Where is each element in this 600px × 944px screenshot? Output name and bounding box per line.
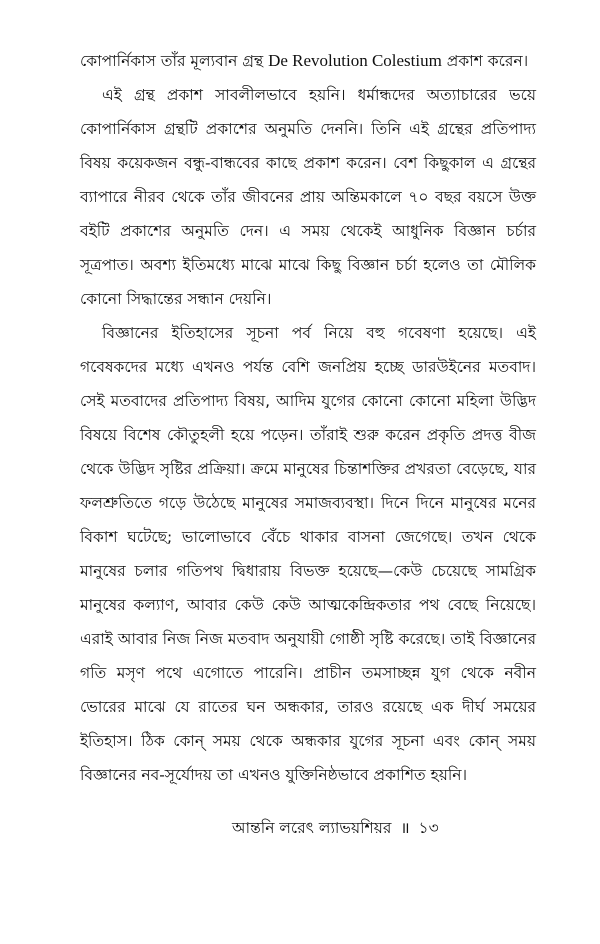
paragraph-2: এই গ্রন্থ প্রকাশ সাবলীলভাবে হয়নি। ধর্মান্ধদের অত্যাচারের ভয়ে কোপার্নিকাস গ্রন্থটি প্রকাশের অনুমতি দেননি। তিনি এই গ্রন্থের প্রতিপাদ্য বিষয় কয়েকজন বন্ধু-বান্ধবের কাছে প্রকাশ করেন। বেশ কিছুকাল এ গ্রন্থের ব্যাপারে নীরব থেকে তাঁর জীবনের প্রায় অন্তিমকালে ৭০ বছর বয়সে উক্ত বইটি প্রকাশের অনুমতি দেন। এ সময় থেকেই আধুনিক বিজ্ঞান চর্চার সূত্রপাত। অবশ্য ইতিমধ্যে মাঝে মাঝে কিছু বিজ্ঞান চর্চা হলেও তা মৌলিক কোনো সিদ্ধান্তের সন্ধান দেয়নি। (80, 86, 536, 308)
page-number: ১৩ (418, 819, 439, 837)
body-text (80, 44, 536, 792)
footer-separator: ॥ (400, 819, 410, 837)
running-title: আন্তনি লরেৎ ল্যাভয়শিয়র (232, 819, 392, 837)
book-title-latin: De Revolution Colestium (268, 51, 442, 70)
paragraph-1-text-after: প্রকাশ করেন। (441, 52, 529, 70)
paragraph-1 (80, 44, 536, 78)
running-footer (232, 816, 532, 840)
paragraph-3: বিজ্ঞানের ইতিহাসের সূচনা পর্ব নিয়ে বহু গবেষণা হয়েছে। এই গবেষকদের মধ্যে এখনও পর্যন্ত বেশি জনপ্রিয় হচ্ছে ডারউইনের মতবাদ। সেই মতবাদের প্রতিপাদ্য বিষয়, আদিম যুগের কোনো কোনো মহিলা উদ্ভিদ বিষয়ে বিশেষ কৌতুহলী হয়ে পড়েন। তাঁরাই শুরু করেন প্রকৃতি প্রদত্ত বীজ থেকে উদ্ভিদ সৃষ্টির প্রক্রিয়া। ক্রমে মানুষের চিন্তাশক্তির প্রখরতা বেড়েছে, যার ফলশ্রুতিতে গড়ে উঠেছে মানুষের সমাজব্যবস্থা। দিনে দিনে মানুষের মনের বিকাশ ঘটেছে; ভালোভাবে বেঁচে থাকার বাসনা জেগেছে। তখন থেকে মানুষের চলার গতিপথ দ্বিধারায় বিভক্ত হয়েছে—কেউ চেয়েছে সামগ্রিক মানুষের কল্যাণ, আবার কেউ কেউ আত্মকেন্দ্রিকতার পথ বেছে নিয়েছে। এরাই আবার নিজ নিজ মতবাদ অনুযায়ী গোষ্ঠী সৃষ্টি করেছে। তাই বিজ্ঞানের গতি মসৃণ পথে এগোতে পারেনি। প্রাচীন তমসাচ্ছন্ন যুগ থেকে নবীন ভোরের মাঝে যে রাতের ঘন অন্ধকার, তারও রয়েছে এক দীর্ঘ সময়ের ইতিহাস। ঠিক কোন্ সময় থেকে অন্ধকার যুগের সূচনা এবং কোন্ সময় বিজ্ঞানের নব-সূর্যোদয় তা এখনও যুক্তিনিষ্ঠভাবে প্রকাশিত হয়নি। (80, 324, 536, 784)
paragraph-1-text-before: কোপার্নিকাস তাঁর মূল্যবান গ্রন্থ (80, 52, 269, 70)
